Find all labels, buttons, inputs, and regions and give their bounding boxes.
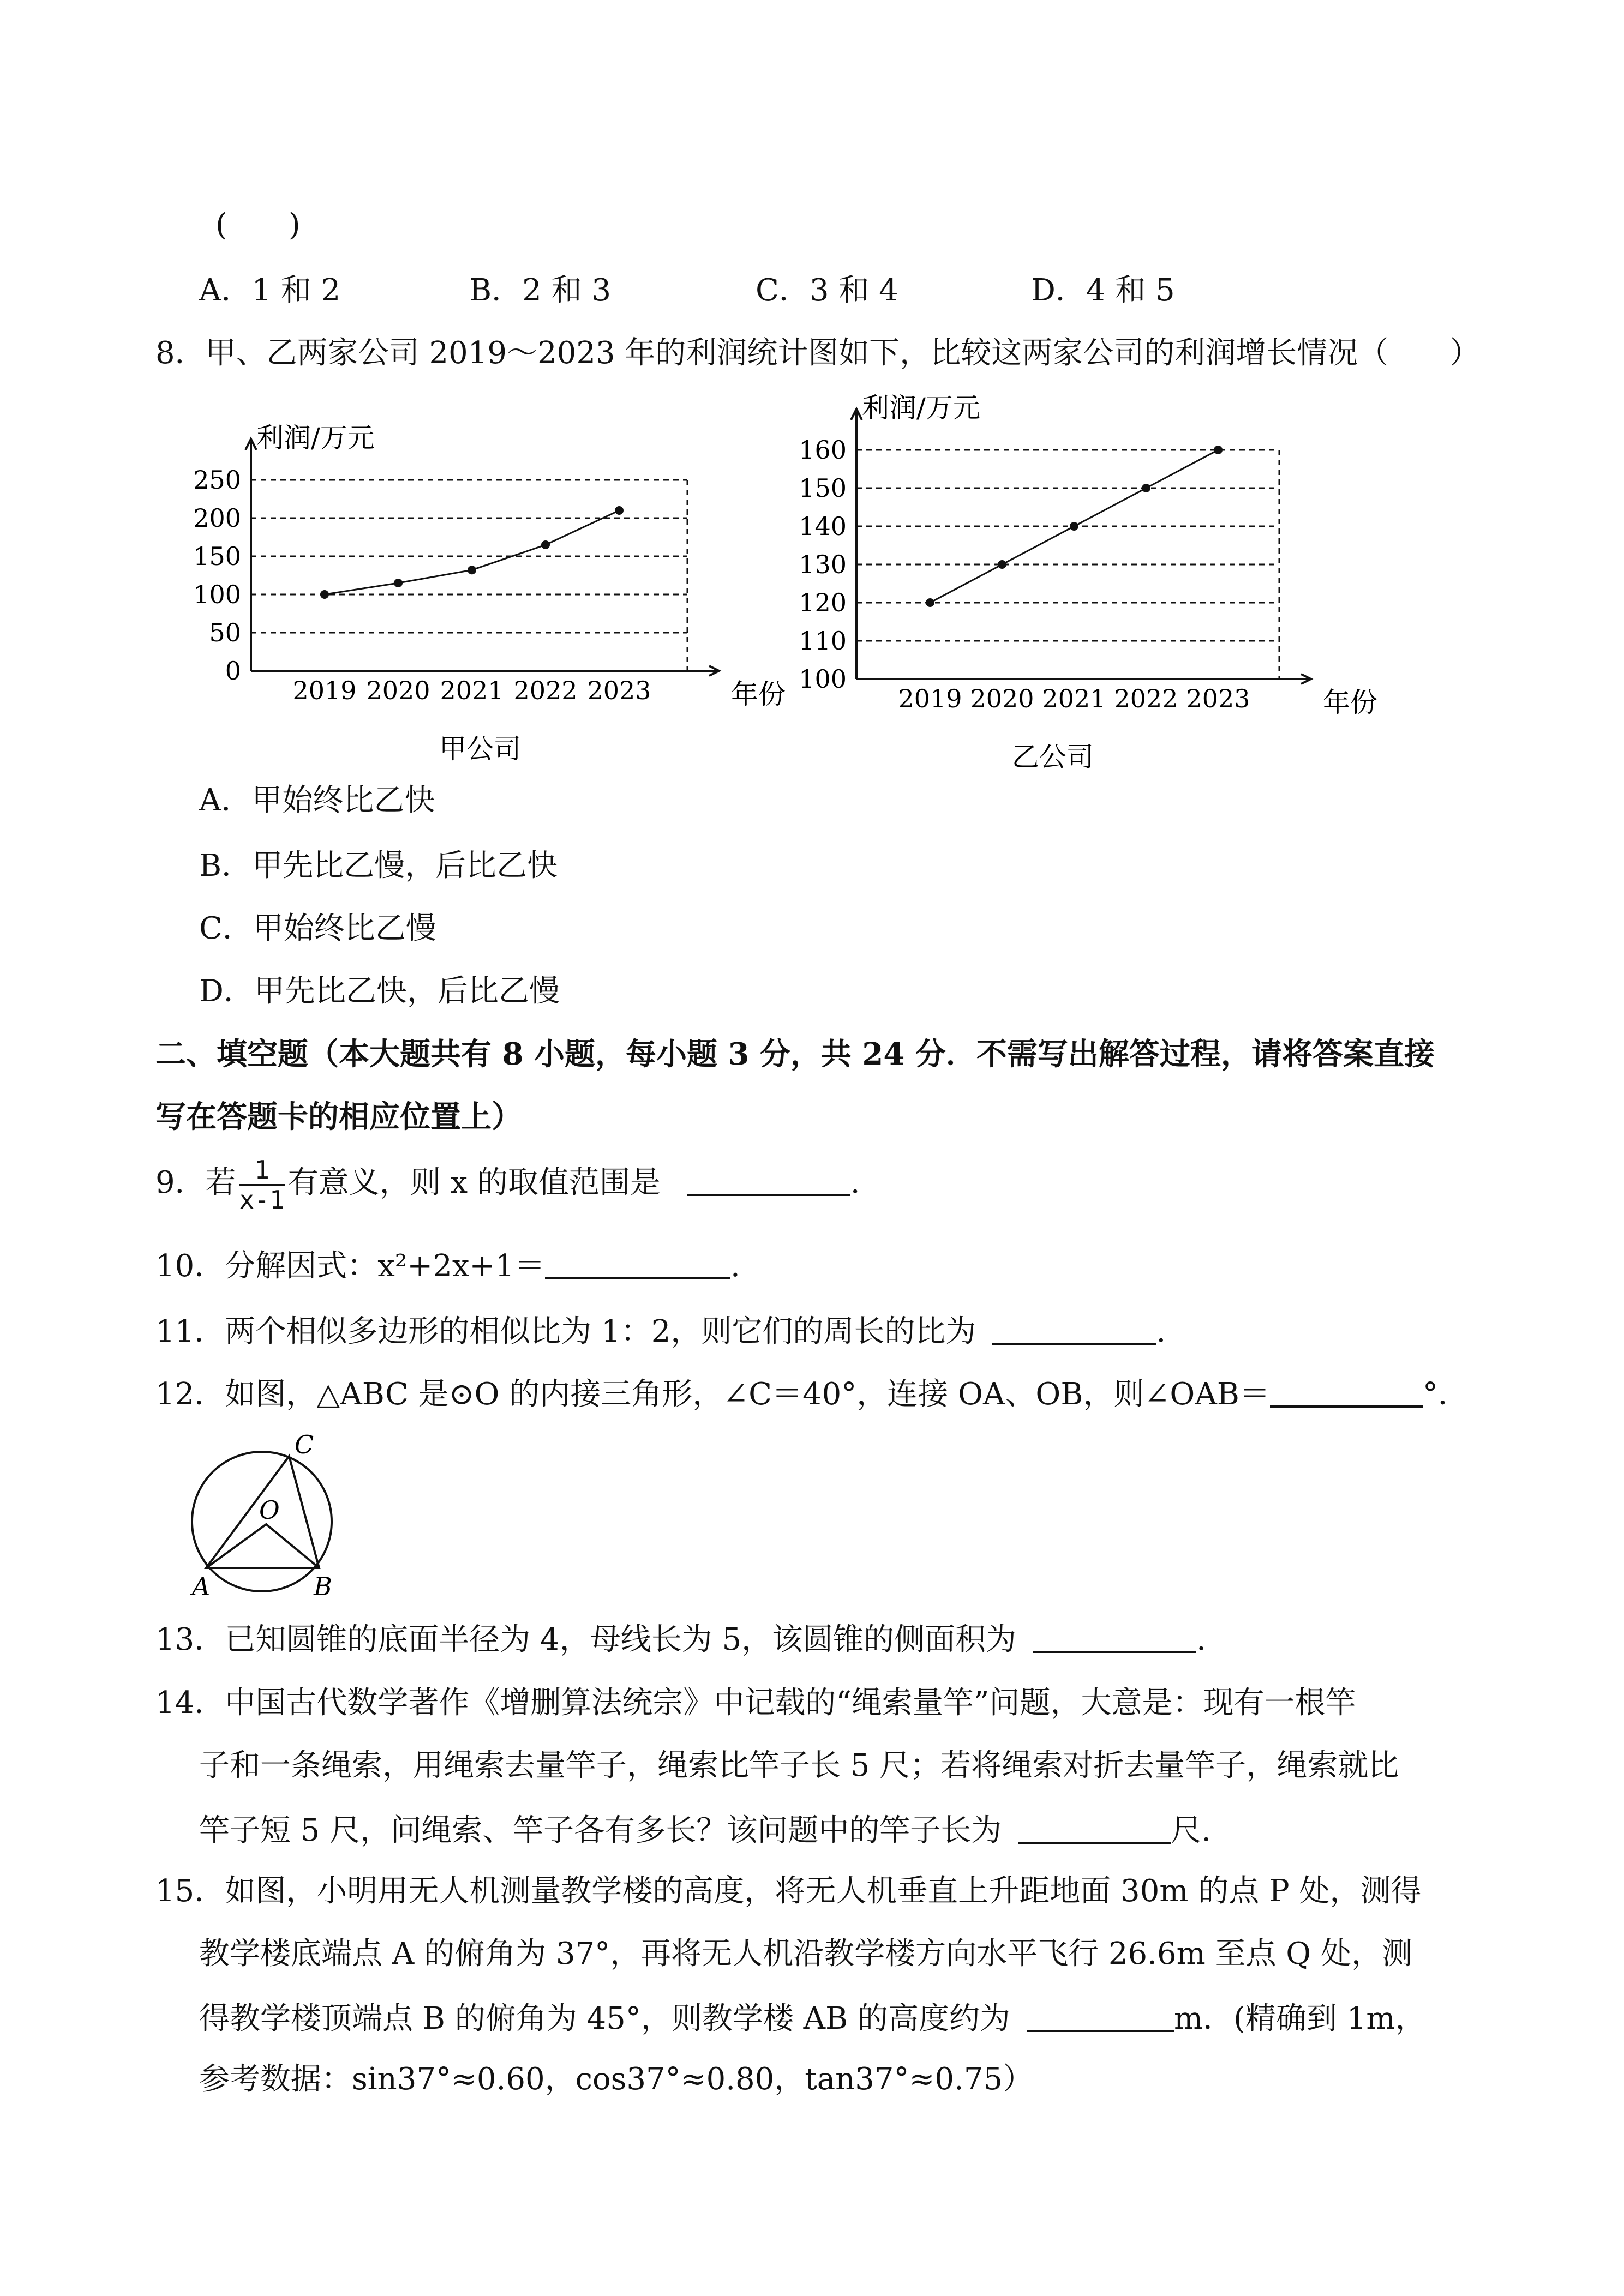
data-point — [320, 590, 329, 599]
q13: 13．已知圆锥的底面半径为 4，母线长为 5，该圆锥的侧面积为 . — [155, 1622, 1206, 1657]
q11-answer-blank[interactable] — [992, 1314, 1156, 1345]
x-tick-label: 2022 — [513, 676, 578, 705]
q12: 12．如图，△ABC 是⊙O 的内接三角形，∠C＝40°，连接 OA、OB，则∠OAB＝ °． — [155, 1377, 1469, 1412]
q10: 10．分解因式：x²+2x+1＝ . — [155, 1248, 740, 1284]
y-axis-label: 利润/万元 — [862, 392, 980, 424]
q8-option-c: C．甲始终比乙慢 — [199, 911, 436, 946]
y-tick-label: 0 — [225, 656, 241, 686]
series-line — [325, 510, 619, 594]
q14-line3: 竿子短 5 尺，问绳索、竿子各有多长？该问题中的竿子长为 尺. — [199, 1813, 1212, 1848]
data-point — [394, 579, 403, 587]
chart-title: 乙公司 — [1012, 741, 1094, 773]
y-tick-label: 200 — [193, 503, 241, 533]
label-b: B — [314, 1572, 332, 1601]
q13-answer-blank[interactable] — [1033, 1622, 1196, 1653]
y-tick-label: 110 — [799, 626, 847, 656]
q10-answer-blank[interactable] — [545, 1249, 730, 1279]
q11: 11．两个相似多边形的相似比为 1：2，则它们的周长的比为 . — [155, 1314, 1166, 1349]
label-c: C — [295, 1430, 314, 1459]
y-tick-label: 120 — [799, 588, 847, 617]
q15-line3: 得教学楼顶端点 B 的俯角为 45°，则教学楼 AB 的高度约为 m．(精确到 1m， — [199, 2001, 1426, 2036]
y-tick-label: 100 — [799, 664, 847, 694]
q8-option-b: B．甲先比乙慢，后比乙快 — [199, 848, 558, 883]
q7-option-b: B．2 和 3 — [469, 273, 612, 308]
chart-jia — [185, 376, 786, 791]
q7-option-c: C．3 和 4 — [756, 273, 898, 308]
y-tick-label: 250 — [193, 465, 241, 495]
x-tick-label: 2019 — [898, 684, 962, 713]
y-tick-label: 150 — [799, 473, 847, 503]
chart-title: 甲公司 — [439, 733, 521, 765]
q7-paren: ( ) — [215, 207, 301, 243]
data-point — [541, 540, 550, 549]
q9-fraction: $\frac{1}{x-1}$ — [239, 1155, 285, 1215]
x-tick-label: 2023 — [587, 676, 651, 705]
label-o: O — [259, 1495, 280, 1525]
x-tick-label: 2020 — [970, 684, 1034, 713]
q8-option-a: A．甲始终比乙快 — [199, 783, 435, 818]
q15-line4: 参考数据：sin37°≈0.60，cos37°≈0.80，tan37°≈0.75） — [199, 2061, 1034, 2097]
q14-line2: 子和一条绳索，用绳索去量竿子，绳索比竿子长 5 尺；若将绳索对折去量竿子，绳索就比 — [199, 1748, 1399, 1783]
q14-answer-blank[interactable] — [1018, 1813, 1171, 1844]
y-tick-label: 100 — [193, 580, 241, 609]
y-tick-label: 50 — [209, 618, 241, 647]
q12-circle-figure — [180, 1430, 355, 1603]
x-tick-label: 2019 — [292, 676, 357, 705]
x-tick-label: 2022 — [1114, 684, 1178, 713]
x-tick-label: 2021 — [440, 676, 504, 705]
q9: 9．若 $\frac{1}{x-1}$ 有意义，则 x 的取值范围是 . — [155, 1155, 860, 1215]
data-point — [998, 560, 1006, 569]
data-point — [468, 566, 476, 574]
x-axis-label: 年份 — [731, 678, 786, 710]
section2-title-line1: 二、填空题（本大题共有 8 小题，每小题 3 分，共 24 分．不需写出解答过程，请将答案直接 — [155, 1036, 1435, 1072]
y-tick-label: 130 — [799, 550, 847, 579]
q12-answer-blank[interactable] — [1270, 1377, 1423, 1408]
q7-option-d: D．4 和 5 — [1031, 273, 1175, 308]
q9-answer-blank[interactable] — [687, 1165, 850, 1196]
data-point — [1142, 484, 1150, 492]
data-point — [926, 598, 934, 607]
q8-stem: 8．甲、乙两家公司 2019～2023 年的利润统计图如下，比较这两家公司的利润增长情况（ ） — [155, 335, 1481, 371]
q15-line1: 15．如图，小明用无人机测量教学楼的高度，将无人机垂直上升距地面 30m 的点 P 处，测得 — [155, 1873, 1422, 1909]
y-tick-label: 140 — [799, 512, 847, 541]
y-axis-label: 利润/万元 — [256, 422, 375, 454]
q8-option-d: D．甲先比乙快，后比乙慢 — [199, 973, 560, 1009]
y-tick-label: 160 — [799, 435, 847, 465]
q7-option-a: A．1 和 2 — [199, 273, 341, 308]
x-tick-label: 2021 — [1042, 684, 1106, 713]
q15-line2: 教学楼底端点 A 的俯角为 37°，再将无人机沿教学楼方向水平飞行 26.6m 至点 Q 处，测 — [199, 1936, 1413, 1972]
label-a: A — [192, 1572, 211, 1601]
y-tick-label: 150 — [193, 542, 241, 571]
section2-title-line2: 写在答题卡的相应位置上） — [155, 1099, 522, 1135]
data-point — [615, 506, 624, 515]
x-tick-label: 2020 — [366, 676, 430, 705]
data-point — [1070, 522, 1078, 531]
data-point — [1214, 446, 1223, 454]
q15-answer-blank[interactable] — [1027, 2002, 1174, 2032]
chart-yi — [786, 376, 1386, 791]
x-axis-label: 年份 — [1323, 687, 1377, 718]
q14-line1: 14．中国古代数学著作《增删算法统宗》中记载的“绳索量竿”问题，大意是：现有一根竿 — [155, 1685, 1356, 1721]
x-tick-label: 2023 — [1186, 684, 1250, 713]
